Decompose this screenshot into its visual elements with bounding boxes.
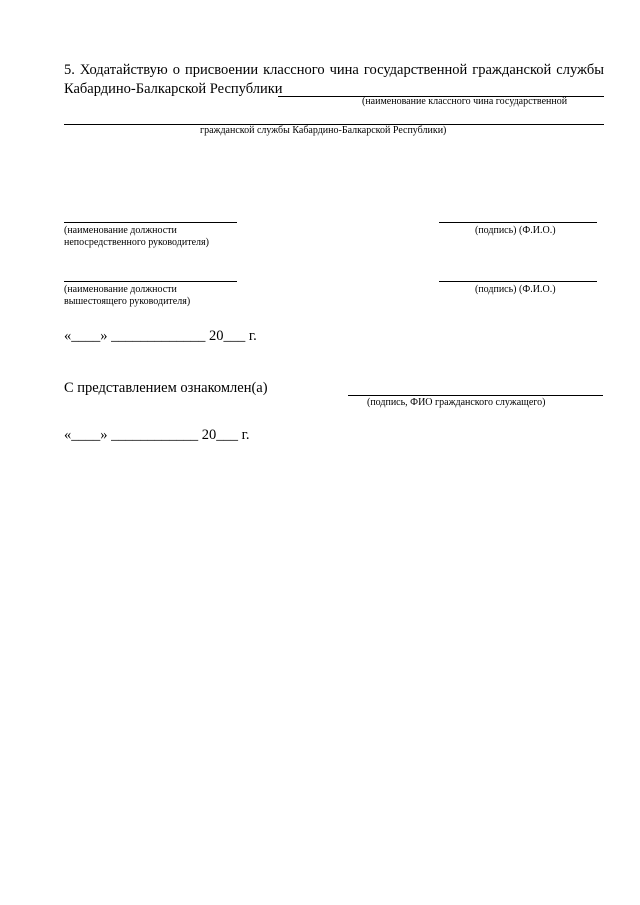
date-year-blank: 20___ [201,427,238,443]
immediate-supervisor-position-caption-2: непосредственного руководителя) [64,237,209,248]
acknowledgment-label: С представлением ознакомлен(а) [64,380,268,396]
petition-text-line-2: Кабардино-Балкарской Республики [64,81,283,97]
date-day-blank: «____» [64,427,108,443]
date-month-blank: _____________ [111,328,206,344]
employee-signature-line[interactable] [348,395,603,396]
class-rank-caption-part2: гражданской службы Кабардино-Балкарской Республики) [200,125,447,136]
superior-supervisor-position-caption-1: (наименование должности [64,284,177,295]
superior-supervisor-position-line[interactable] [64,281,237,282]
employee-signature-caption: (подпись, ФИО гражданского служащего) [367,397,546,408]
immediate-supervisor-position-caption-1: (наименование должности [64,225,177,236]
date-field-1[interactable] [64,328,257,345]
superior-supervisor-signature-line[interactable] [439,281,597,282]
date-year-suffix: г. [241,427,250,443]
date-field-2[interactable] [64,427,250,444]
superior-supervisor-signature-caption: (подпись) (Ф.И.О.) [475,284,556,295]
immediate-supervisor-signature-line[interactable] [439,222,597,223]
date-year-blank: 20___ [209,328,246,344]
date-month-blank: ____________ [111,427,199,443]
petition-text-line-1: 5. Ходатайствую о присвоении классного чина государственной гражданской службы [64,62,604,78]
superior-supervisor-position-caption-2: вышестоящего руководителя) [64,296,191,307]
immediate-supervisor-position-line[interactable] [64,222,237,223]
date-day-blank: «____» [64,328,108,344]
class-rank-caption-part1: (наименование классного чина государственной [362,96,568,107]
immediate-supervisor-signature-caption: (подпись) (Ф.И.О.) [475,225,556,236]
date-year-suffix: г. [248,328,257,344]
